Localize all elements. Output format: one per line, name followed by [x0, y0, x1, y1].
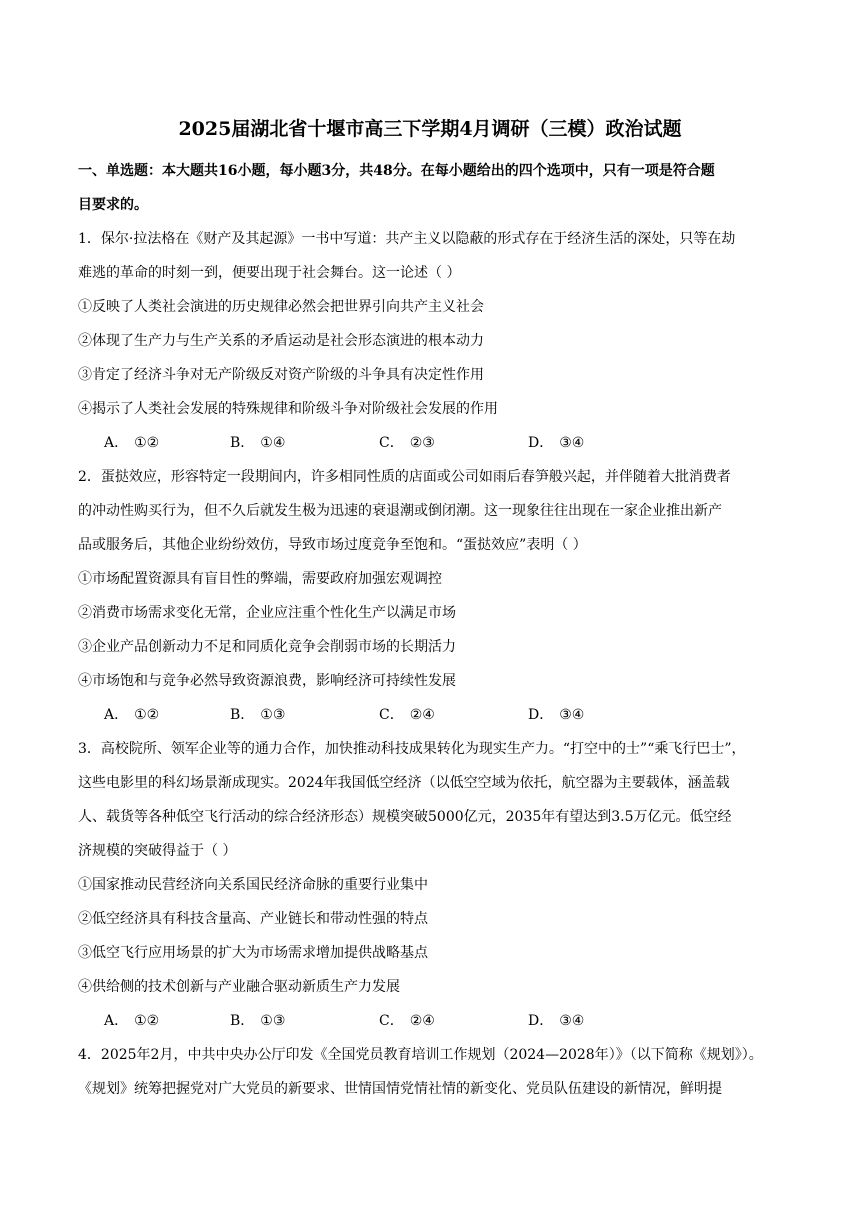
- page-title: 2025届湖北省十堰市高三下学期4月调研（三模）政治试题: [178, 118, 682, 140]
- option-text: ①②: [134, 435, 160, 451]
- option-letter: C．: [379, 707, 404, 723]
- option-text: ②④: [409, 707, 435, 723]
- answer-option-d[interactable]: [528, 1004, 584, 1038]
- option-text: ③④: [559, 1013, 585, 1029]
- answer-option-b[interactable]: [230, 1004, 285, 1038]
- answer-options: [104, 698, 704, 732]
- answer-option-c[interactable]: [379, 698, 435, 732]
- option-text: ①③: [260, 707, 286, 723]
- option-letter: D．: [528, 435, 554, 451]
- option-text: ②③: [409, 435, 435, 451]
- option-letter: D．: [528, 707, 554, 723]
- option-letter: C．: [379, 1013, 404, 1029]
- question-stem-line: 3．高校院所、领军企业等的通力合作，加快推动科技成果转化为现实生产力。“打空中的士”“乘飞行巴士”，: [78, 741, 746, 757]
- question-stem-line: 人、载货等各种低空飞行活动的综合经济形态）规模突破5000亿元，2035年有望达到3.5万亿元。低空经: [78, 809, 732, 825]
- question-stem-line: 4．2025年2月，中共中央办公厅印发《全国党员教育培训工作规划（2024—2028年）》（以下简称《规划》）。: [78, 1047, 763, 1063]
- section-heading-line: 一、单选题：本大题共16小题，每小题3分，共48分。在每小题给出的四个选项中，只有一项是符合题: [78, 163, 715, 179]
- option-text: ①②: [134, 707, 160, 723]
- answer-option-c[interactable]: [379, 1004, 435, 1038]
- question-stem-line: 1．保尔·拉法格在《财产及其起源》一书中写道：共产主义以隐蔽的形式存在于经济生活的深处，只等在劫: [78, 231, 736, 247]
- answer-option-d[interactable]: [528, 426, 584, 460]
- answer-option-a[interactable]: [104, 698, 159, 732]
- question-stem-line: 《规划》统筹把握党对广大党员的新要求、世情国情党情社情的新变化、党员队伍建设的新情况，鲜明提: [78, 1081, 722, 1097]
- question-stem-line: 这些电影里的科幻场景渐成现实。2024年我国低空经济（以低空空域为依托，航空器为主要载体，涵盖载: [78, 775, 730, 791]
- option-letter: D．: [528, 1013, 554, 1029]
- statement-item: ③肯定了经济斗争对无产阶级反对资产阶级的斗争具有决定性作用: [78, 367, 484, 383]
- statement-item: ②体现了生产力与生产关系的矛盾运动是社会形态演进的根本动力: [78, 333, 484, 349]
- statement-item: ③低空飞行应用场景的扩大为市场需求增加提供战略基点: [78, 945, 428, 961]
- statement-item: ③企业产品创新动力不足和同质化竞争会削弱市场的长期活力: [78, 639, 456, 655]
- statement-item: ④揭示了人类社会发展的特殊规律和阶级斗争对阶级社会发展的作用: [78, 401, 498, 417]
- answer-option-c[interactable]: [379, 426, 435, 460]
- question-stem-line: 的冲动性购买行为，但不久后就发生极为迅速的衰退潮或倒闭潮。这一现象往往出现在一家企业推出新产: [78, 503, 722, 519]
- statement-item: ①反映了人类社会演进的历史规律必然会把世界引向共产主义社会: [78, 299, 484, 315]
- option-text: ①②: [134, 1013, 160, 1029]
- section-heading: [78, 154, 790, 222]
- answer-option-b[interactable]: [230, 426, 285, 460]
- answer-option-b[interactable]: [230, 698, 285, 732]
- option-text: ③④: [559, 435, 585, 451]
- answer-option-a[interactable]: [104, 1004, 159, 1038]
- option-letter: B．: [230, 435, 255, 451]
- option-letter: A．: [104, 435, 129, 451]
- option-text: ①③: [260, 1013, 286, 1029]
- option-text: ②④: [409, 1013, 435, 1029]
- statement-item: ①国家推动民营经济向关系国民经济命脉的重要行业集中: [78, 877, 428, 893]
- question-stem-line: 济规模的突破得益于（ ）: [78, 843, 237, 859]
- answer-option-a[interactable]: [104, 426, 159, 460]
- option-letter: B．: [230, 1013, 255, 1029]
- question-stem-line: 2．蛋挞效应，形容特定一段期间内，许多相同性质的店面或公司如雨后春笋般兴起，并伴随着大批消费者: [78, 469, 731, 485]
- statement-item: ④市场饱和与竞争必然导致资源浪费，影响经济可持续性发展: [78, 673, 456, 689]
- option-letter: A．: [104, 707, 129, 723]
- answer-options: [104, 426, 704, 460]
- section-heading-line: 目要求的。: [78, 197, 148, 213]
- option-letter: A．: [104, 1013, 129, 1029]
- statement-item: ②消费市场需求变化无常，企业应注重个性化生产以满足市场: [78, 605, 456, 621]
- statement-item: ①市场配置资源具有盲目性的弊端，需要政府加强宏观调控: [78, 571, 442, 587]
- question-stem-line: 难逃的革命的时刻一到，便要出现于社会舞台。这一论述（ ）: [78, 265, 461, 281]
- question-stem-line: 品或服务后，其他企业纷纷效仿，导致市场过度竞争至饱和。“蛋挞效应”表明（ ）: [78, 537, 587, 553]
- option-letter: C．: [379, 435, 404, 451]
- answer-option-d[interactable]: [528, 698, 584, 732]
- option-text: ③④: [559, 707, 585, 723]
- option-text: ①④: [260, 435, 286, 451]
- option-letter: B．: [230, 707, 255, 723]
- statement-item: ②低空经济具有科技含量高、产业链长和带动性强的特点: [78, 911, 428, 927]
- statement-item: ④供给侧的技术创新与产业融合驱动新质生产力发展: [78, 979, 400, 995]
- answer-options: [104, 1004, 704, 1038]
